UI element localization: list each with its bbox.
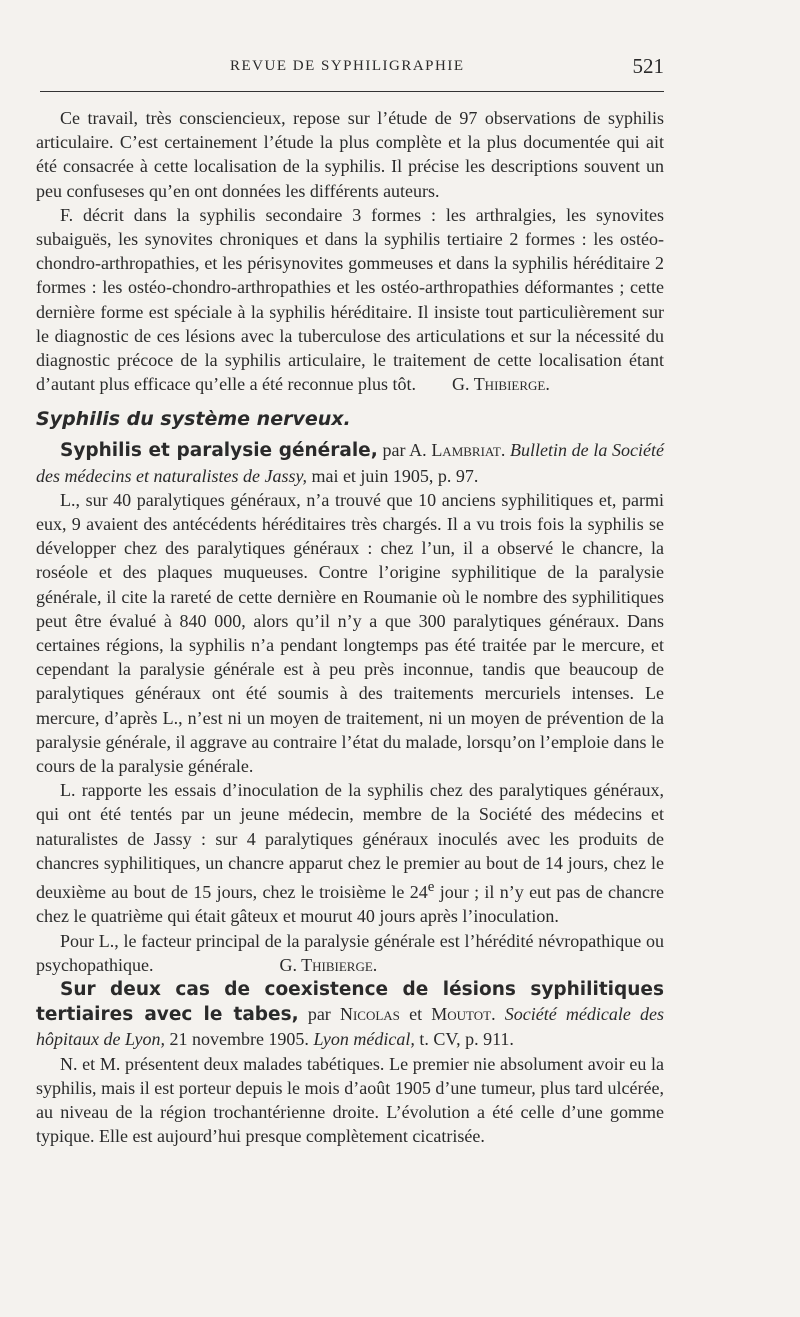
paragraph-2-text: F. décrit dans la syphilis secondaire 3 formes : les arthralgies, les synovites subaiguës, les synovites chroniques et dans la syphilis tertiaire 2 formes : les ostéo-chondro-arthropathies, et les périsynovites gommeuses et dans la syphilis héréditaire 2 formes : les ostéo-chondro-arthropathies et les ostéo-arthropathies déformantes ; cette dernière forme est spéciale à la syphilis héréditaire. Il insiste tout particulièrement sur le diagnostic de ces lésions avec la tuberculose des articulations et sur la nécessité du diagnostic précoce de la syphilis articulaire, le traitement de cette localisation étant d’autant plus efficace qu’elle a été reconnue plus tôt. [36,204,664,395]
entry-1-title: Syphilis et paralysie générale, [60,440,378,462]
paragraph-1: Ce travail, très consciencieux, repose sur l’étude de 97 observations de syphilis articulaire. C’est certainement l’étude la plus complète et la plus documentée qui ait été consacrée à cette localisation de la syphilis. Il précise les descriptions souvent un peu confuseses qu’en ont données les différents auteurs. [36,108,664,201]
entry-2-date-1: 21 novembre 1905. [169,1029,309,1050]
entry-2-ref: t. CV, p. 911. [419,1029,514,1050]
paragraph-6: N. et M. présentent deux malades tabétiques. Le premier nie absolument avoir eu la syphilis, mais il est porteur depuis le mois d’août 1905 d’une tumeur, plus tard ulcérée, au niveau de la région trochantérienne droite. L’évolution a été celle d’une gomme typique. Elle est aujourd’hui presque complètement cicatrisée. [36,1053,664,1147]
paragraph-2 [36,203,664,397]
entry-2-journal-1: Société médicale des hôpitaux de Lyon, [36,1004,665,1050]
paragraph-4 [36,778,664,928]
entry-1-journal: Bulletin de la Société des médecins et naturalistes de Jassy, [36,440,665,486]
entry-2-author-1: Nicolas [339,1004,400,1025]
entry-1-author: Lambriat. [431,440,506,461]
signature: G. Thibierge. [279,954,378,975]
entry-1-by: par A. [382,440,427,461]
entry-2-citation [36,977,664,1052]
paragraph-5-text: Pour L., le facteur principal de la paralysie générale est l’hérédité névropathique ou psychopathique. [36,930,664,975]
page-header [36,54,664,82]
article-body [36,106,664,1148]
running-title: REVUE DE SYPHILIGRAPHIE [230,58,465,74]
header-rule [40,91,664,92]
entry-2-journal-2: Lyon médical, [313,1029,415,1050]
entry-2-title: Sur deux cas de coexistence de lésions syphilitiques tertiaires avec le tabes, [36,978,664,1026]
entry-2-author-2: Moutot. [431,1004,496,1025]
paragraph-4-text-b: jour ; il n’y eut pas de chancre chez le quatrième qui était gâteux et mourut 40 jours après l’inoculation. [36,882,664,927]
ordinal-superscript: e [427,879,435,896]
paragraph-4-text-a: L. rapporte les essais d’inoculation de la syphilis chez des paralytiques généraux, qui ont été tentés par un jeune médecin, membre de la Société des médecins et naturalistes de Jassy : sur 4 paralytiques généraux inoculés avec les produits de chancres syphilitiques, un chancre apparut chez le premier au bout de 14 jours, chez le deuxième au bout de 15 jours, chez le troisième le 24 [36,780,664,903]
entry-1-citation [36,438,664,487]
entry-1-date: mai et juin 1905, p. 97. [311,465,479,486]
section-heading: Syphilis du système nerveux. [36,408,351,431]
page-number: 521 [632,54,664,78]
paragraph-3: L., sur 40 paralytiques généraux, n’a trouvé que 10 anciens syphilitiques et, parmi eux, 9 avaient des antécédents héréditaires très chargés. Il a vu trois fois la syphilis se développer chez des paralytiques généraux : chez l’un, il a observé le chancre, la roséole et des plaques muqueuses. Contre l’origine syphilitique de la paralysie générale, il cite la rareté de cette dernière en Roumanie où le nombre des syphilitiques peut être évalué à 840 000, alors qu’il n’y a que 300 paralytiques généraux. Dans certaines régions, la syphilis n’a pendant longtemps pas été traitée par le mercure, et cependant la paralysie générale est à peu près inconnue, tandis que beaucoup de paralytiques généraux ont été soumis à des traitements mercuriels intenses. Le mercure, d’après L., n’est ni un moyen de traitement, ni un moyen de prévention de la paralysie générale, il aggrave au contraire l’état du malade, lorsqu’on l’emploie dans le cours de la paralysie générale. [36,489,664,777]
paragraph-5 [36,929,664,977]
entry-2-by: par [307,1004,331,1025]
signature: G. Thibierge. [452,374,550,395]
entry-2-and: et [409,1004,423,1025]
